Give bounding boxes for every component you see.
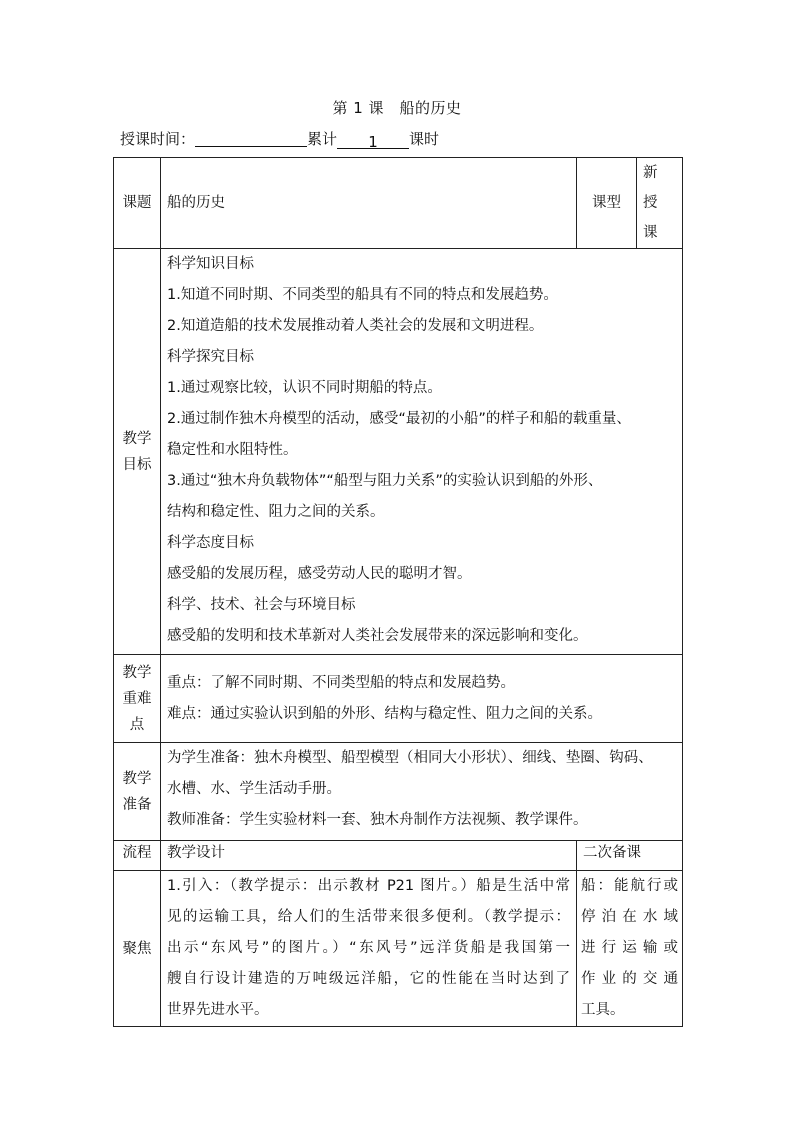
lesson-meta — [120, 128, 439, 149]
time-blank[interactable] — [195, 131, 307, 147]
preparation-row — [114, 743, 683, 841]
goal-heading: 科学态度目标 — [167, 535, 254, 551]
difficult-point: 难点：通过实验认识到船的外形、结构与稳定性、阻力之间的关系。 — [167, 705, 602, 722]
goals-label-line: 教学 — [122, 430, 152, 447]
goal-line: 结构和稳定性、阻力之间的关系。 — [167, 504, 385, 520]
note-line: 工具。 — [581, 1002, 625, 1018]
goals-content — [161, 249, 683, 655]
goal-line: 2.通过制作独木舟模型的活动，感受“最初的小船”的样子和船的载重量、 — [167, 411, 631, 427]
goals-label-line: 目标 — [122, 456, 152, 473]
focus-line: 艘自行设计建造的万吨级远洋船，它的性能在当时达到了 — [167, 971, 570, 987]
lesson-type-line: 课 — [643, 225, 658, 241]
goal-line: 1.知道不同时期、不同类型的船具有不同的特点和发展趋势。 — [167, 287, 558, 303]
focus-line: 出示“东风号”的图片。）“东风号”远洋货船是我国第一 — [167, 940, 570, 956]
preparation-content — [161, 743, 683, 841]
focus-line: 1.引入：（教学提示：出示教材 P21 图片。）船是生活中常 — [167, 878, 570, 894]
key-label-line: 教学 — [122, 664, 152, 681]
goal-heading: 科学知识目标 — [167, 256, 254, 272]
note-line: 船：能航行或 — [581, 878, 678, 894]
goals-label — [114, 249, 161, 655]
time-label: 授课时间： — [120, 130, 196, 148]
lesson-plan-table — [113, 157, 683, 1027]
cumulative-label: 累计 — [307, 130, 338, 148]
lesson-title: 第 1 课 船的历史 — [332, 99, 462, 117]
flow-header-row — [114, 841, 683, 871]
note-line: 作业的交通 — [581, 971, 678, 987]
lesson-type-value — [637, 158, 683, 249]
prep-line: 教师准备：学生实验材料一套、独木舟制作方法视频、教学课件。 — [167, 812, 588, 828]
prep-line: 水槽、水、学生活动手册。 — [167, 781, 341, 797]
goal-heading: 科学探究目标 — [167, 349, 254, 365]
lesson-type-label: 课型 — [577, 158, 637, 249]
key-points-row — [114, 655, 683, 743]
note-line: 停泊在水域 — [581, 909, 678, 925]
key-label-line: 重难 — [122, 690, 152, 707]
goal-line: 稳定性和水阻特性。 — [167, 442, 298, 458]
cumulative-value[interactable]: 1 — [337, 133, 409, 149]
goal-line: 3.通过“独木舟负载物体”“船型与阻力关系”的实验认识到船的外形、 — [167, 473, 603, 489]
goal-line: 感受船的发明和技术革新对人类社会发展带来的深远影响和变化。 — [167, 628, 588, 644]
flow-label: 流程 — [114, 841, 161, 871]
key-points-content — [161, 655, 683, 743]
topic-value: 船的历史 — [161, 158, 577, 249]
focus-line: 见的运输工具，给人们的生活带来很多便利。（教学提示： — [167, 909, 570, 925]
preparation-label — [114, 743, 161, 841]
focus-content — [161, 871, 577, 1027]
key-label-line: 点 — [129, 716, 145, 733]
topic-label: 课题 — [114, 158, 161, 249]
prep-line: 为学生准备：独木舟模型、船型模型（相同大小形状）、细线、垫圈、钩码、 — [167, 750, 653, 766]
focus-line: 世界先进水平。 — [167, 1002, 269, 1018]
unit-label: 课时 — [409, 130, 440, 148]
goal-heading: 科学、技术、社会与环境目标 — [167, 597, 356, 613]
lesson-type-line: 新 授 — [643, 165, 658, 211]
goals-row — [114, 249, 683, 655]
goal-line: 2.知道造船的技术发展推动着人类社会的发展和文明进程。 — [167, 318, 544, 334]
focus-label: 聚焦 — [114, 871, 161, 1027]
prep-label-line: 准备 — [122, 796, 152, 813]
focus-row — [114, 871, 683, 1027]
goal-line: 1.通过观察比较，认识不同时期船的特点。 — [167, 380, 442, 396]
topic-row — [114, 158, 683, 249]
focus-note — [577, 871, 683, 1027]
note-line: 进行运输或 — [581, 940, 678, 956]
design-header: 教学设计 — [161, 841, 577, 871]
goal-line: 感受船的发展历程，感受劳动人民的聪明才智。 — [167, 566, 472, 582]
prep-label-line: 教学 — [122, 770, 152, 787]
key-point: 重点：了解不同时期、不同类型船的特点和发展趋势。 — [167, 674, 515, 691]
key-points-label — [114, 655, 161, 743]
second-prep-header: 二次备课 — [577, 841, 683, 871]
